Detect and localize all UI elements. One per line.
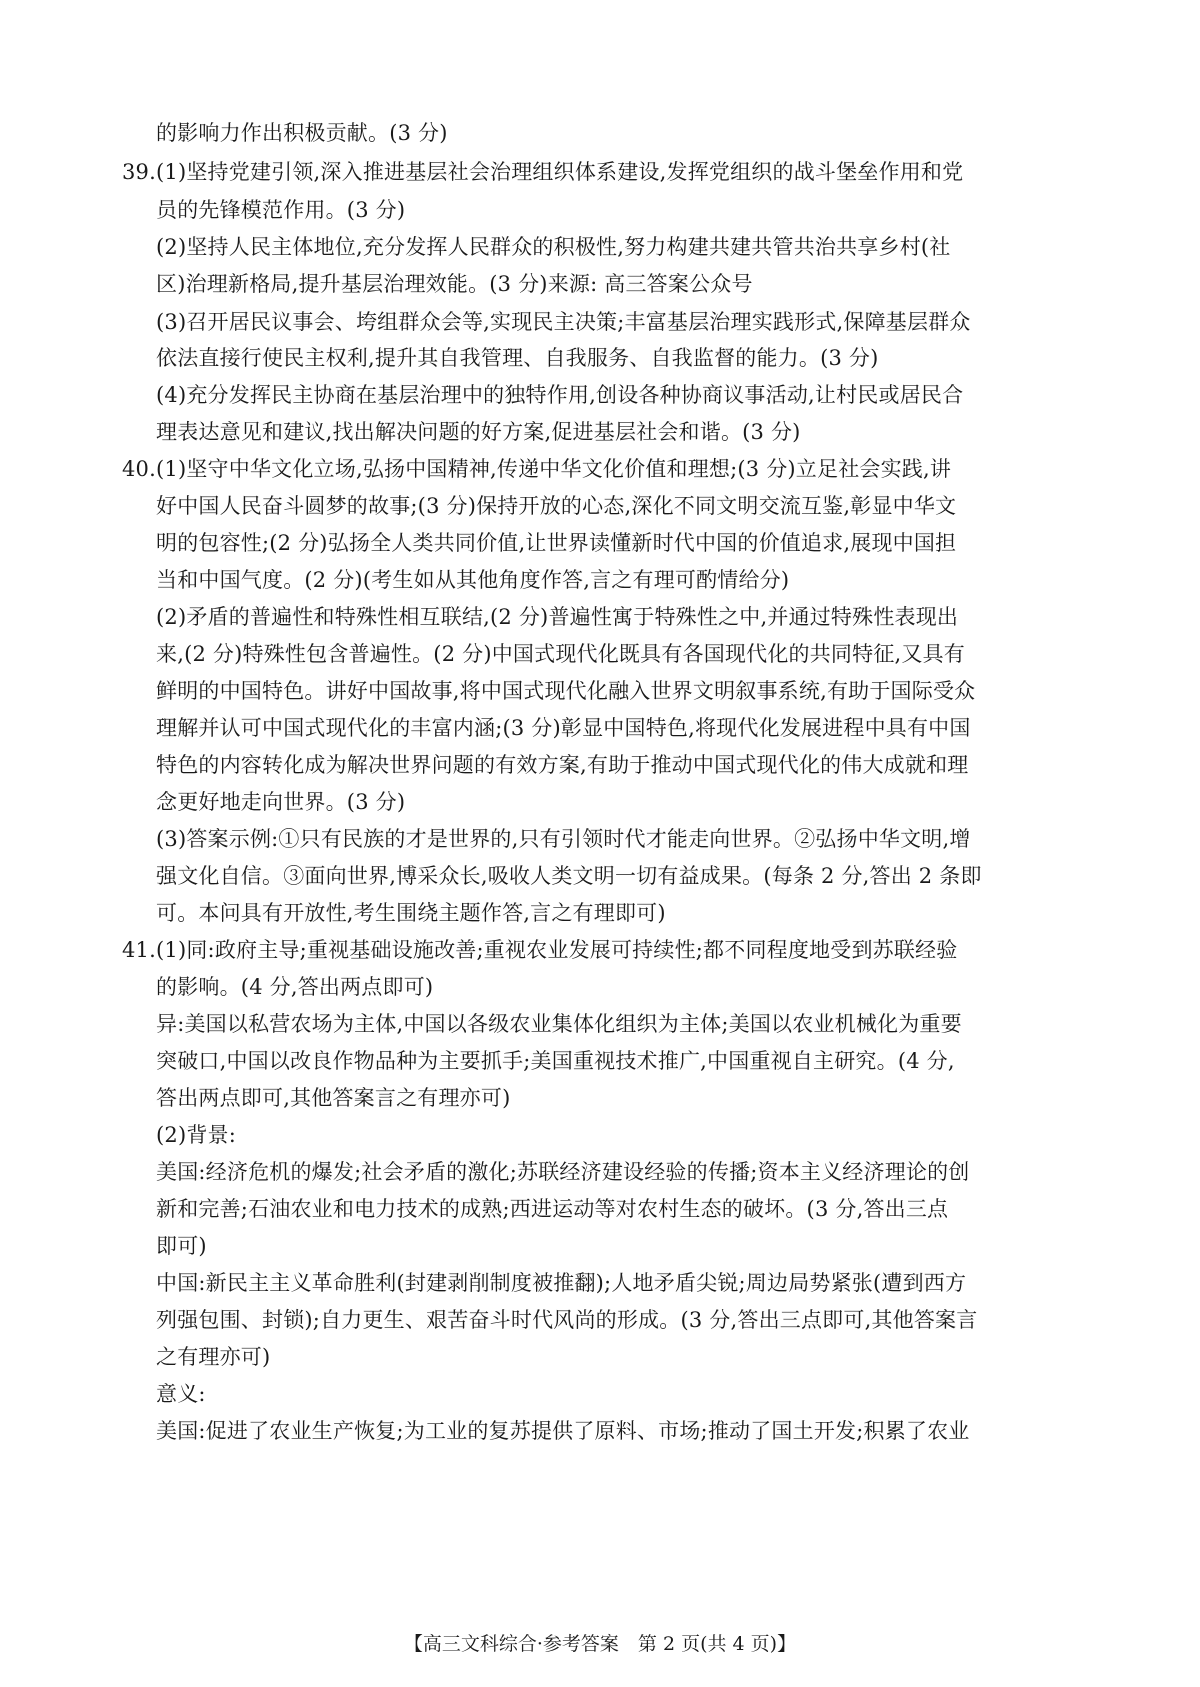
- text-line: 依法直接行使民主权利,提升其自我管理、自我服务、自我监督的能力。(3 分): [156, 346, 879, 370]
- text-line: 鲜明的中国特色。讲好中国故事,将中国式现代化融入世界文明叙事系统,有助于国际受众: [156, 679, 976, 703]
- text-line: (2)矛盾的普遍性和特殊性相互联结,(2 分)普遍性寓于特殊性之中,并通过特殊性表现出: [156, 605, 959, 629]
- text-line: 强文化自信。③面向世界,博采众长,吸收人类文明一切有益成果。(每条 2 分,答出 2 条即: [156, 864, 982, 888]
- text-line: 好中国人民奋斗圆梦的故事;(3 分)保持开放的心态,深化不同文明交流互鉴,彰显中华文: [156, 494, 957, 518]
- text-line: 意义:: [156, 1382, 206, 1406]
- question-41-line: 41.(1)同:政府主导;重视基础设施改善;重视农业发展可持续性;都不同程度地受到苏联经验: [122, 938, 958, 962]
- text-line: 新和完善;石油农业和电力技术的成熟;西进运动等对农村生态的破坏。(3 分,答出三点: [156, 1197, 949, 1221]
- text-line: 特色的内容转化成为解决世界问题的有效方案,有助于推动中国式现代化的伟大成就和理: [156, 753, 969, 777]
- question-40-line: 40.(1)坚守中华文化立场,弘扬中国精神,传递中华文化价值和理想;(3 分)立足社会实践,讲: [122, 457, 952, 481]
- text-line: 列强包围、封锁);自力更生、艰苦奋斗时代风尚的形成。(3 分,答出三点即可,其他答案言: [156, 1308, 978, 1332]
- text-line: (2)坚持人民主体地位,充分发挥人民群众的积极性,努力构建共建共管共治共享乡村(社: [156, 235, 951, 259]
- text-line: 美国:经济危机的爆发;社会矛盾的激化;苏联经济建设经验的传播;资本主义经济理论的创: [156, 1160, 970, 1184]
- text-line: 员的先锋模范作用。(3 分): [156, 198, 406, 222]
- text-line: (3)召开居民议事会、垮组群众会等,实现民主决策;丰富基层治理实践形式,保障基层群众: [156, 310, 971, 334]
- text-line: 理解并认可中国式现代化的丰富内涵;(3 分)彰显中国特色,将现代化发展进程中具有中国: [156, 716, 971, 740]
- text-line: 明的包容性;(2 分)弘扬全人类共同价值,让世界读懂新时代中国的价值追求,展现中国担: [156, 531, 957, 555]
- text-line: 美国:促进了农业生产恢复;为工业的复苏提供了原料、市场;推动了国土开发;积累了农业: [156, 1419, 970, 1443]
- text-line: 可。本问具有开放性,考生围绕主题作答,言之有理即可): [156, 901, 666, 925]
- question-39-line: 39.(1)坚持党建引领,深入推进基层社会治理组织体系建设,发挥党组织的战斗堡垒作用和党: [122, 160, 964, 184]
- text-line: 异:美国以私营农场为主体,中国以各级农业集体化组织为主体;美国以农业机械化为重要: [156, 1012, 962, 1036]
- text-line: 即可): [156, 1234, 207, 1258]
- text-line: 突破口,中国以改良作物品种为主要抓手;美国重视技术推广,中国重视自主研究。(4 分,: [156, 1049, 955, 1073]
- text-line: 来,(2 分)特殊性包含普遍性。(2 分)中国式现代化既具有各国现代化的共同特征,又具有: [156, 642, 965, 666]
- text-line: (2)背景:: [156, 1123, 237, 1147]
- text-line: 理表达意见和建议,找出解决问题的好方案,促进基层社会和谐。(3 分): [156, 420, 801, 444]
- text-line: 的影响力作出积极贡献。(3 分): [156, 121, 448, 145]
- text-line: 中国:新民主主义革命胜利(封建剥削制度被推翻);人地矛盾尖锐;周边局势紧张(遭到西方: [156, 1271, 967, 1295]
- text-line: 之有理亦可): [156, 1345, 271, 1369]
- text-line: 答出两点即可,其他答案言之有理亦可): [156, 1086, 511, 1110]
- text-line: 念更好地走向世界。(3 分): [156, 790, 406, 814]
- text-line: (4)充分发挥民主协商在基层治理中的独特作用,创设各种协商议事活动,让村民或居民合: [156, 383, 964, 407]
- text-line: 的影响。(4 分,答出两点即可): [156, 975, 434, 999]
- text-line: (3)答案示例:①只有民族的才是世界的,只有引领时代才能走向世界。②弘扬中华文明,增: [156, 827, 971, 851]
- text-line: 区)治理新格局,提升基层治理效能。(3 分)来源: 高三答案公众号: [156, 272, 753, 296]
- text-line: 当和中国气度。(2 分)(考生如从其他角度作答,言之有理可酌情给分): [156, 568, 790, 592]
- page-footer: 【高三文科综合·参考答案 第 2 页(共 4 页)】: [403, 1633, 797, 1655]
